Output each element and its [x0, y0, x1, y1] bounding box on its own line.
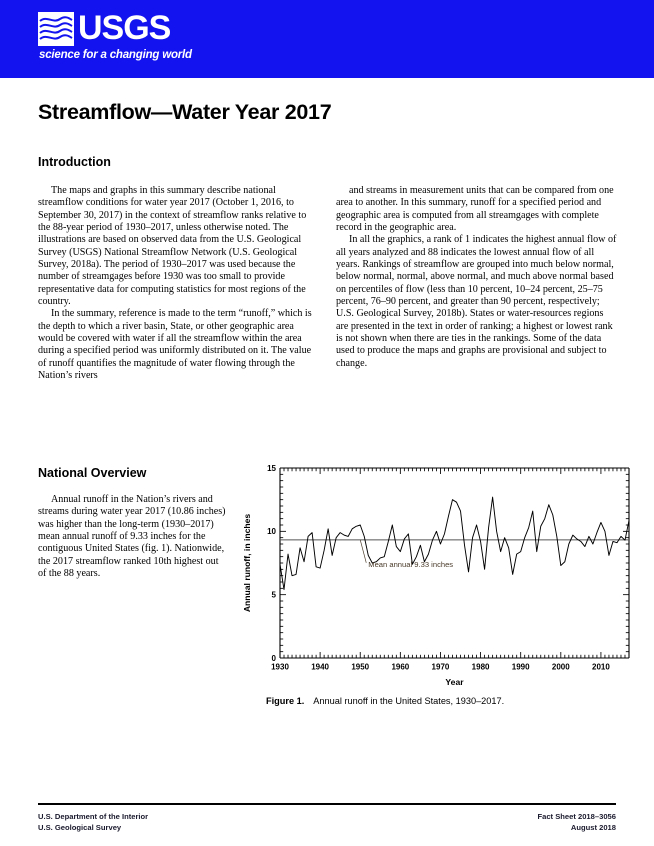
introduction-left-column	[38, 185, 320, 383]
paragraph: In all the graphics, a rank of 1 indicates the highest annual flow of all years analyzed and 88 indicates the lowest annual flow of all years. Rankings of streamflow are grouped into much below normal, below normal, normal, above normal, and much above normal based on percentiles of flow (less than 10 percent, 10–24 percent, 25–75 percent, 76–90 percent, and greater than 90 percent, respectively; U.S. Geological Survey, 2018b). States or water-resources regions are presented in the text in order of ranking; a highest or lowest rank is not shown when there are ties in the rankings. Some of the data used to produce the maps and graphs are provisional and subject to change.	[336, 234, 617, 369]
annotation-label: Mean annual 9.33 inches	[368, 559, 454, 569]
x-tick-label: 1990	[511, 662, 530, 672]
usgs-tagline: science for a changing world	[39, 49, 192, 61]
x-tick-label: 1940	[311, 662, 330, 672]
usgs-wordmark: USGS	[78, 9, 171, 47]
introduction-heading: Introduction	[38, 155, 111, 169]
figure-caption-label: Figure 1.	[266, 696, 305, 706]
footer-fact-sheet-number: Fact Sheet 2018–3056	[537, 812, 616, 821]
x-tick-label: 2000	[551, 662, 570, 672]
national-overview-heading: National Overview	[38, 466, 147, 480]
page-title: Streamflow—Water Year 2017	[38, 100, 332, 124]
x-tick-label: 1960	[391, 662, 410, 672]
x-axis-title: Year	[445, 677, 464, 687]
national-overview-column	[38, 494, 228, 580]
y-tick-label: 10	[267, 527, 276, 537]
data-line-annual-runoff	[280, 497, 629, 589]
paragraph: Annual runoff in the Nation’s rivers and streams during water year 2017 (10.86 inches) was higher than the long-term (1930–2017) mean annual runoff of 9.33 inches for the contiguous United States (fig. 1). Nationwide, the 2017 streamflow ranked 10th highest out of the 88 years.	[38, 494, 226, 580]
y-tick-label: 5	[271, 590, 276, 600]
x-tick-label: 1930	[271, 662, 289, 672]
figure-1	[236, 458, 636, 713]
usgs-logo	[38, 9, 192, 61]
footer-department: U.S. Department of the Interior	[38, 812, 149, 821]
y-tick-label: 0	[271, 653, 276, 663]
annual-runoff-line-chart	[236, 458, 636, 693]
figure-caption	[266, 696, 636, 706]
x-tick-label: 2010	[592, 662, 610, 672]
paragraph: The maps and graphs in this summary describe national streamflow conditions for water year 2017 (October 1, 2016, to September 30, 2017) in the context of streamflow ranks relative to the 88-year period of 1930–2017, unless otherwise noted. The illustrations are based on observed data from the U.S. Geological Survey (USGS) National Streamflow Network (U.S. Geological Survey, 2018a). The period of 1930–2017 was used because the number of streamgages before 1930 was too small to provide representative data for computing statistics for most regions of the country.	[38, 185, 307, 308]
usgs-header-banner	[0, 0, 654, 78]
figure-caption-text: Annual runoff in the United States, 1930–2017.	[313, 696, 505, 706]
footer-agency	[38, 812, 148, 833]
y-axis-title: Annual runoff, in inches	[242, 513, 252, 613]
y-tick-label: 15	[267, 463, 276, 473]
x-tick-label: 1980	[471, 662, 490, 672]
footer-survey: U.S. Geological Survey	[38, 822, 122, 832]
footer-divider	[38, 803, 616, 805]
footer-date: August 2018	[570, 822, 616, 832]
x-tick-label: 1970	[431, 662, 450, 672]
usgs-wave-icon	[38, 12, 74, 46]
paragraph: In the summary, reference is made to the term “runoff,” which is the depth to which a river basin, State, or other geographic area would be covered with water if all the streamflow within the area during a specified period was uniformly distributed on it. The value of runoff quantifies the magnitude of water flowing through the Nation’s rivers	[38, 308, 312, 382]
x-tick-label: 1950	[351, 662, 370, 672]
usgs-logo-row	[38, 9, 192, 47]
paragraph: and streams in measurement units that can be compared from one area to another. In this summary, runoff for a specified period and geographic area is computed from all streamgages with complete record in the geographic area.	[336, 185, 614, 234]
introduction-right-column	[336, 185, 618, 370]
footer-publication	[537, 812, 616, 833]
